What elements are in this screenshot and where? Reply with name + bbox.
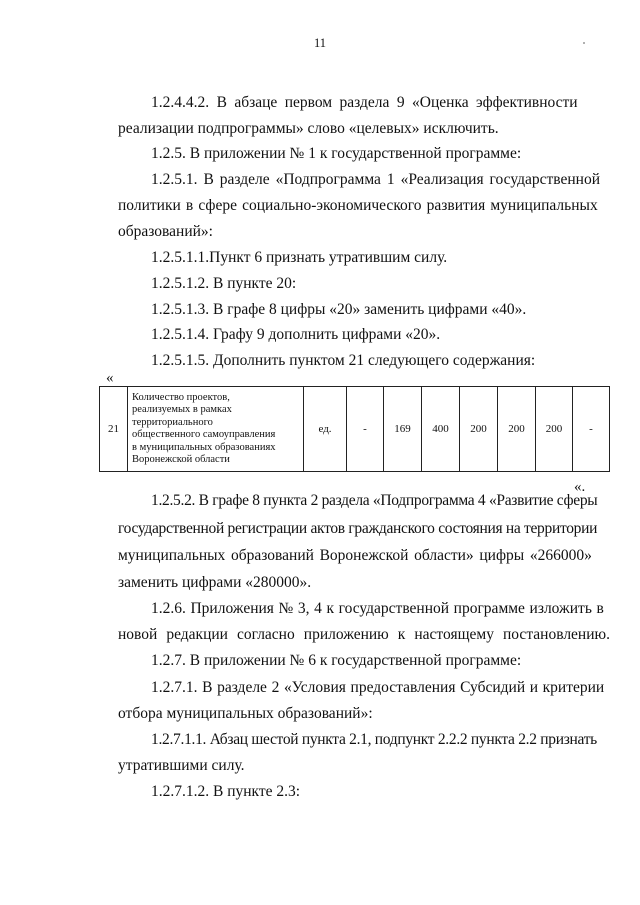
para-9-line-3: муниципальных образований Воронежской области» цифры «266000»	[118, 547, 592, 564]
value-cell: 400	[422, 387, 460, 472]
value-cell: -	[347, 387, 384, 472]
open-quote: «	[106, 370, 114, 386]
para-4: 1.2.5.1.1.Пункт 6 признать утратившим силу.	[151, 249, 448, 266]
para-12-line-2: отбора муниципальных образований»:	[118, 705, 373, 722]
para-3-line-3: образований»:	[118, 223, 213, 240]
close-quote: «.	[574, 479, 586, 495]
unit-cell: ед.	[304, 387, 347, 472]
para-13-line-2: утратившими силу.	[118, 757, 245, 774]
para-9-line-4: заменить цифрами «280000».	[118, 574, 312, 591]
para-1-line-1: 1.2.4.4.2. В абзаце первом раздела 9 «Оценка эффективности	[151, 94, 578, 111]
para-3-line-2: политики в сфере социально-экономического развития муниципальных	[118, 197, 598, 214]
para-10-line-1: 1.2.6. Приложения № 3, 4 к государственной программе изложить в	[151, 600, 604, 617]
para-9-line-1: 1.2.5.2. В графе 8 пункта 2 раздела «Подпрограмма 4 «Развитие сферы	[151, 492, 598, 509]
value-cell: 200	[460, 387, 498, 472]
para-1-line-2: реализации подпрограммы» слово «целевых» исключить.	[118, 120, 499, 137]
para-11: 1.2.7. В приложении № 6 к государственной программе:	[151, 652, 522, 669]
para-2: 1.2.5. В приложении № 1 к государственной программе:	[151, 145, 522, 162]
page-number: 11	[313, 36, 327, 50]
para-8: 1.2.5.1.5. Дополнить пунктом 21 следующего содержания:	[151, 352, 536, 369]
value-cell: 200	[536, 387, 573, 472]
table-row	[100, 387, 610, 472]
insert-table	[99, 386, 610, 472]
indicator-name	[128, 387, 304, 472]
indicator-name-line: Количество проектов,	[132, 391, 230, 403]
row-number: 21	[100, 387, 128, 472]
para-13-line-1: 1.2.7.1.1. Абзац шестой пункта 2.1, подпункт 2.2.2 пункта 2.2 признать	[151, 731, 597, 748]
indicator-name-line: общественного самоуправления	[132, 429, 276, 440]
para-9-line-2: государственной регистрации актов гражданского состояния на территории	[118, 520, 598, 537]
para-7: 1.2.5.1.4. Графу 9 дополнить цифрами «20».	[151, 326, 441, 343]
value-cell: -	[573, 387, 610, 472]
para-12-line-1: 1.2.7.1. В разделе 2 «Условия предоставления Субсидий и критерии	[151, 679, 605, 696]
indicator-name-line: в муниципальных образованиях	[132, 441, 276, 453]
para-14: 1.2.7.1.2. В пункте 2.3:	[151, 783, 301, 800]
value-cell: 200	[498, 387, 536, 472]
para-3-line-1: 1.2.5.1. В разделе «Подпрограмма 1 «Реализация государственной	[151, 171, 601, 188]
indicator-name-line: территориального	[132, 416, 213, 428]
value-cell: 169	[384, 387, 422, 472]
para-6: 1.2.5.1.3. В графе 8 цифры «20» заменить цифрами «40».	[151, 301, 527, 318]
para-10-line-2: новой редакции согласно приложению к настоящему постановлению.	[118, 626, 610, 643]
indicator-name-line: реализуемых в рамках	[132, 404, 232, 415]
scan-dot	[583, 42, 585, 44]
para-5: 1.2.5.1.2. В пункте 20:	[151, 275, 297, 292]
indicator-name-line: Воронежской области	[132, 454, 230, 465]
